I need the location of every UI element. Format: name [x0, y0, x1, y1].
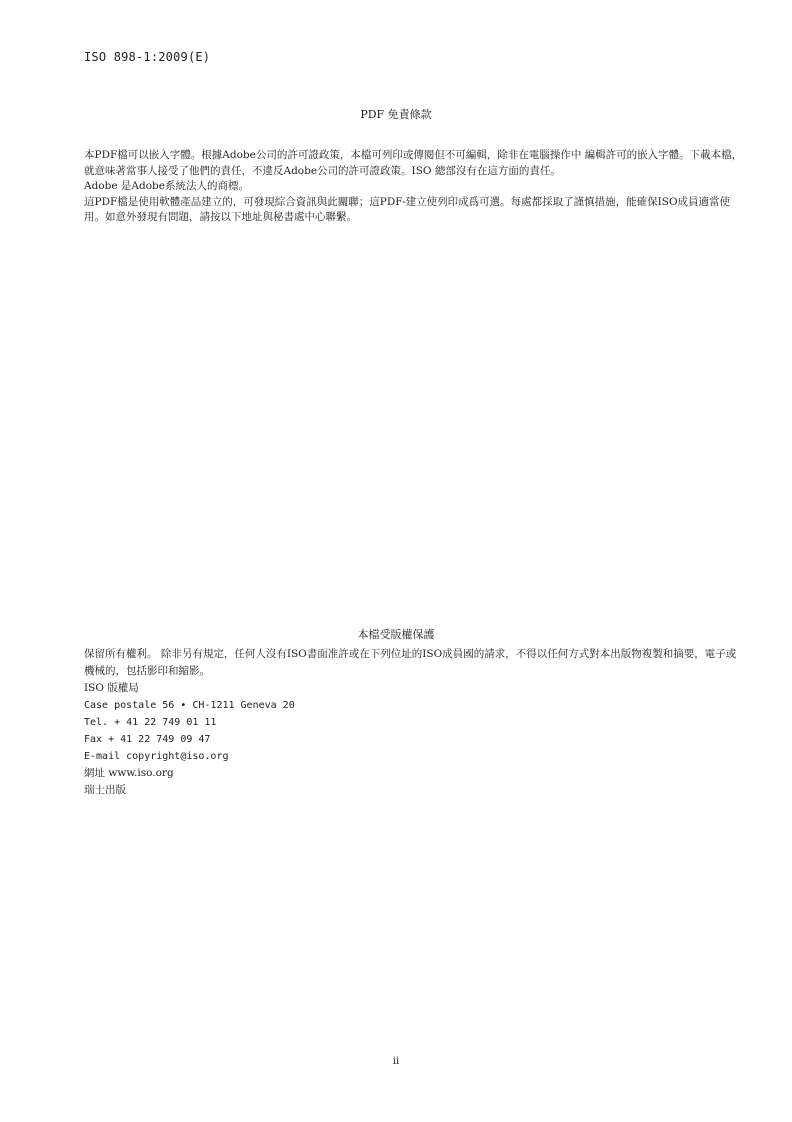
fax: Fax + 41 22 749 09 47 [84, 734, 211, 745]
disclaimer-title: PDF 免責條款 [360, 108, 432, 121]
disclaimer-section [84, 148, 744, 226]
published-in: 瑞士出版 [84, 784, 126, 796]
email: E-mail copyright@iso.org [84, 751, 229, 762]
page-number: ii [392, 1056, 400, 1067]
disclaimer-paragraph: 這PDF檔是使用軟體產品建立的，可發現綜合資訊與此關聯；這PDF-建立使列印成爲可選。每處都採取了謹慎措施，能確保ISO成員適當使用。如意外發現有問題，請按以下地址與秘書處中心聯繫。 [84, 195, 731, 223]
disclaimer-paragraph: Adobe 是Adobe系統法人的商標。 [84, 180, 249, 192]
copyright-title: 本檔受版權保護 [357, 628, 435, 641]
website: 網址 www.iso.org [84, 767, 174, 779]
document-id-header: ISO 898-1:2009(E) [84, 50, 211, 64]
copyright-office: ISO 版權局 [84, 682, 139, 694]
postal-address: Case postale 56 • CH-1211 Geneva 20 [84, 700, 295, 711]
disclaimer-paragraph: 本PDF檔可以嵌入字體。根據Adobe公司的許可證政策，本檔可列印或傳閱但不可編輯，除非在電腦操作中 編輯許可的嵌入字體。下載本檔，就意味著當事人接受了他們的責任，不違反Adobe公司的許可證政策。ISO 總部沒有在這方面的責任。 [84, 149, 743, 177]
copyright-statement: 保留所有權利。 除非另有規定，任何人沒有ISO書面准許或在下列位址的ISO成員國的請求，不得以任何方式對本出版物複製和摘要，電子或機械的，包括影印和縮影。 [84, 648, 737, 677]
copyright-section [84, 646, 744, 799]
telephone: Tel. + 41 22 749 01 11 [84, 717, 217, 728]
